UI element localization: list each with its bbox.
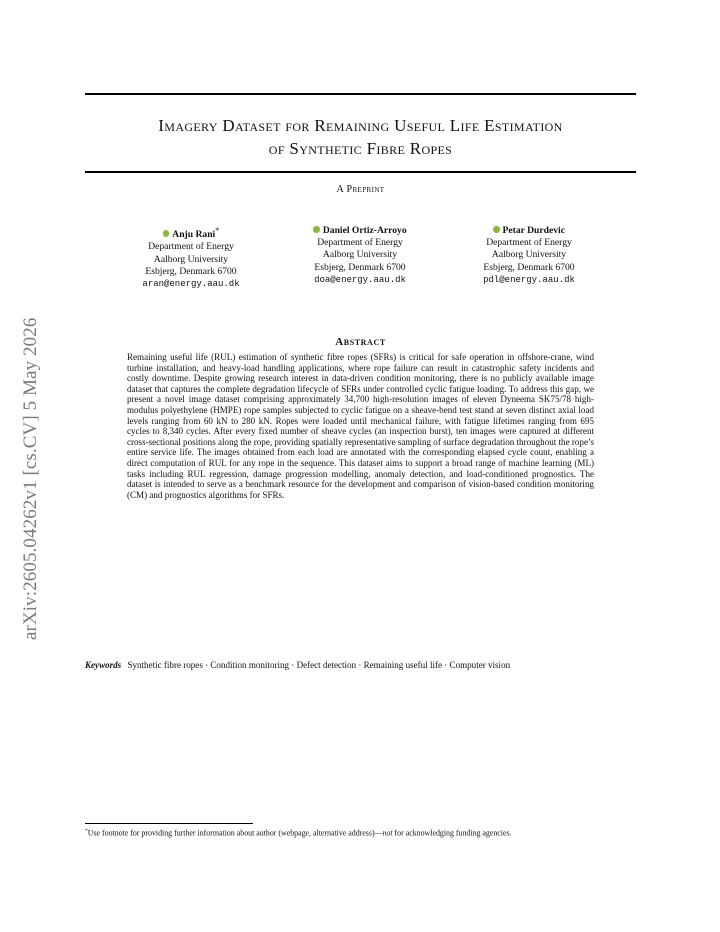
abstract-heading: Abstract xyxy=(335,336,386,348)
author-university: Aalborg University xyxy=(491,249,567,261)
title-line-1: Imagery Dataset for Remaining Useful Life Estimation xyxy=(158,116,563,135)
footnote xyxy=(85,826,636,839)
author-name: Daniel Ortiz-Arroyo xyxy=(322,225,407,236)
preprint-label: A Preprint xyxy=(336,184,385,195)
author-city: Esbjerg, Denmark 6700 xyxy=(483,261,575,273)
author-block-1 xyxy=(106,225,276,290)
title-top-rule xyxy=(85,93,636,95)
author-email[interactable]: aran@energy.aau.dk xyxy=(142,279,240,289)
keywords-list: Synthetic fibre ropes · Condition monitoring · Defect detection · Remaining useful life · Computer vision xyxy=(127,660,511,670)
author-department: Department of Energy xyxy=(486,237,572,249)
author-university: Aalborg University xyxy=(322,249,398,261)
title-bottom-rule xyxy=(85,171,636,173)
footnote-rule xyxy=(85,823,253,824)
author-name: Petar Durdevic xyxy=(502,225,565,236)
keywords-label: Keywords xyxy=(85,660,122,670)
author-city: Esbjerg, Denmark 6700 xyxy=(145,265,237,277)
author-city: Esbjerg, Denmark 6700 xyxy=(314,261,406,273)
footnote-mark: * xyxy=(85,828,88,834)
author-university: Aalborg University xyxy=(153,253,229,265)
author-block-3 xyxy=(444,225,614,286)
author-footnote-mark: * xyxy=(215,226,220,235)
orcid-icon[interactable] xyxy=(313,226,320,233)
author-email[interactable]: doa@energy.aau.dk xyxy=(314,274,406,285)
title-line-2: of Synthetic Fibre Ropes xyxy=(268,139,453,158)
footnote-text-before: Use footnote for providing further information about author (webpage, alternative address)— xyxy=(87,828,383,838)
orcid-icon[interactable] xyxy=(493,226,500,233)
keywords-line xyxy=(85,660,645,670)
orcid-icon[interactable] xyxy=(163,230,170,237)
author-department: Department of Energy xyxy=(317,237,403,249)
footnote-text-italic: not xyxy=(382,828,393,838)
abstract-body: Remaining useful life (RUL) estimation of synthetic fibre ropes (SFRs) is critical for safe operation in offshore-crane, wind turbine installation, and heavy-load handling applications, where rope failure can result in catastrophic safety incidents and costly downtime. Despite growing research interest in data-driven condition monitoring, there is no publicly available image dataset that captures the complete degradation lifecycle of SFRs under controlled cyclic fatigue loading. To address this gap, we present a novel image dataset comprising approximately 34,700 high-resolution images of eleven Dyneema SK75/78 high-modulus polyethylene (HMPE) rope samples subjected to cyclic fatigue on a sheave-bend test stand at seven distinct axial load levels ranging from 60 kN to 280 kN. Ropes were loaded until mechanical failure, with fatigue lifetimes ranging from 695 cycles to 8,340 cycles. After every fixed number of sheave cycles (an inspection burst), ten images were captured at different cross-sectional positions along the rope, providing spatially representative sampling of surface degradation throughout the rope’s entire service life. The images obtained from each load are annotated with the corresponding elapsed cycle count, enabling a direct computation of RUL for any rope in the sequence. This dataset aims to support a broad range of machine learning (ML) tasks including RUL regression, damage progression modelling, anomaly detection, and load-conditioned prognostics. The dataset is intended to serve as a benchmark resource for the development and comparison of vision-based condition monitoring (CM) and prognostics algorithms for SFRs. xyxy=(127,352,594,500)
author-name: Anju Rani xyxy=(172,229,216,241)
author-email[interactable]: pdl@energy.aau.dk xyxy=(483,274,575,285)
footnote-text-after: for acknowledging funding agencies. xyxy=(392,828,512,838)
paper-title xyxy=(85,114,636,160)
author-department: Department of Energy xyxy=(148,241,234,253)
author-block-2 xyxy=(275,225,445,286)
arxiv-identifier: arXiv:2605.04262v1 [cs.CV] 5 May 2026 xyxy=(20,317,41,640)
